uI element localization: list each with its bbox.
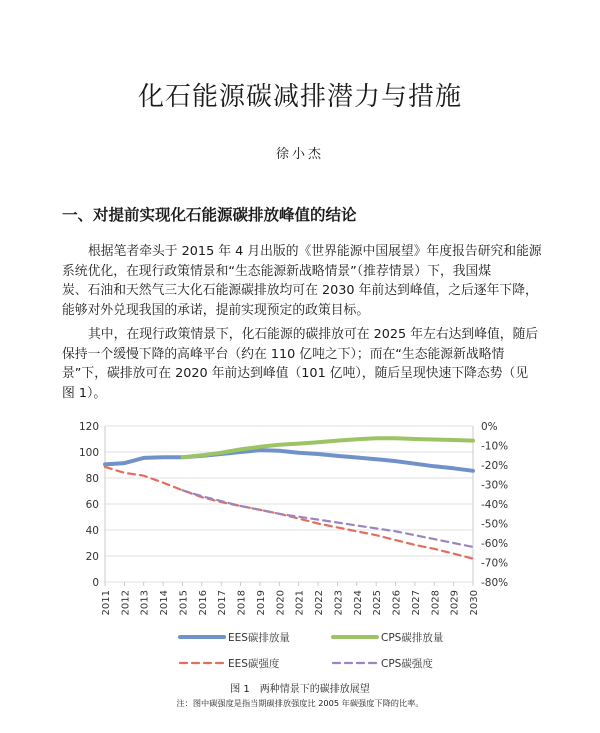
- x-tick-label: 2024: [352, 590, 364, 616]
- figure-caption-text: 两种情景下的碳排放展望: [259, 684, 370, 695]
- y-left-tick-label: 60: [85, 499, 99, 511]
- x-tick-label: 2015: [178, 590, 190, 616]
- x-tick-label: 2014: [159, 590, 171, 616]
- x-tick-label: 2029: [449, 590, 461, 616]
- paragraph-line: 图 1）。: [62, 385, 107, 401]
- legend-label: EES碳排放量: [228, 632, 290, 644]
- x-tick-label: 2012: [120, 590, 132, 616]
- y-left-tick-label: 120: [78, 421, 99, 433]
- y-right-tick-label: -80%: [481, 577, 509, 589]
- y-left-tick-label: 0: [92, 577, 99, 589]
- series-line-1: [105, 450, 473, 471]
- x-tick-label: 2026: [391, 590, 403, 616]
- paragraph-1: [62, 242, 542, 320]
- emissions-chart: [75, 412, 535, 682]
- figure-note: 注：图中碳强度是指当期碳排放强度比 2005 年碳强度下降的比率。: [176, 698, 424, 708]
- figure-number: 图 1: [230, 684, 250, 695]
- section-heading: 一、对提前实现化石能源碳排放峰值的结论: [62, 206, 357, 224]
- figure-caption: [0, 680, 600, 695]
- y-right-tick-label: -40%: [481, 499, 509, 511]
- legend-label: EES碳强度: [228, 658, 280, 670]
- legend-label: CPS碳排放量: [381, 632, 444, 644]
- y-right-tick-label: 0%: [481, 421, 498, 433]
- paragraph-line: 炭、石油和天然气三大化石能源碳排放均可在 2030 年前达到峰值，之后逐年下降，: [62, 283, 538, 298]
- paragraph-line: 能够对外兑现我国的承诺，提前实现预定的政策目标。: [62, 302, 370, 318]
- document-title: 化石能源碳减排潜力与措施: [137, 82, 462, 112]
- paragraph-2: [62, 325, 542, 403]
- x-tick-label: 2022: [314, 590, 326, 616]
- x-tick-label: 2021: [294, 590, 306, 616]
- x-tick-label: 2011: [101, 590, 112, 616]
- series-line-4: [183, 490, 474, 547]
- y-left-tick-label: 40: [85, 525, 99, 537]
- x-tick-label: 2018: [236, 590, 248, 616]
- emissions-chart-svg: [75, 412, 535, 682]
- y-right-tick-label: -10%: [481, 440, 509, 453]
- x-tick-label: 2028: [430, 590, 442, 616]
- paragraph-line: 根据笔者牵头于 2015 年 4 月出版的《世界能源中国展望》年度报告研究和能源: [88, 244, 542, 259]
- x-tick-label: 2027: [410, 590, 422, 616]
- x-tick-label: 2019: [255, 590, 267, 616]
- author-name: 徐小杰: [275, 147, 324, 162]
- y-right-tick-label: -50%: [481, 518, 509, 531]
- x-tick-label: 2025: [372, 590, 384, 616]
- y-right-tick-label: -30%: [481, 479, 509, 492]
- legend-label: CPS碳强度: [381, 658, 433, 670]
- y-left-tick-label: 20: [85, 551, 99, 563]
- y-right-tick-label: -20%: [481, 460, 509, 472]
- series-line-3: [105, 467, 473, 559]
- x-tick-label: 2016: [197, 590, 209, 616]
- x-tick-label: 2013: [139, 590, 151, 616]
- y-right-tick-label: -60%: [481, 538, 509, 550]
- paragraph-line: 景”下，碳排放可在 2020 年前达到峰值（101 亿吨），随后呈现快速下降态势（见: [62, 366, 529, 381]
- x-tick-label: 2017: [217, 590, 229, 616]
- x-tick-label: 2030: [469, 590, 480, 616]
- x-tick-label: 2020: [275, 590, 287, 616]
- y-left-tick-label: 100: [78, 447, 99, 459]
- paragraph-line: 其中，在现行政策情景下，化石能源的碳排放可在 2025 年左右达到峰值，随后: [88, 327, 539, 342]
- y-left-tick-label: 80: [85, 473, 99, 485]
- paragraph-line: 保持一个缓慢下降的高峰平台（约在 110 亿吨之下）；而在“生态能源新战略情: [62, 346, 505, 362]
- paragraph-line: 系统优化，在现行政策情景和“生态能源新战略情景”（推荐情景）下，我国煤: [62, 263, 492, 279]
- x-tick-label: 2023: [333, 590, 345, 616]
- y-right-tick-label: -70%: [481, 557, 509, 570]
